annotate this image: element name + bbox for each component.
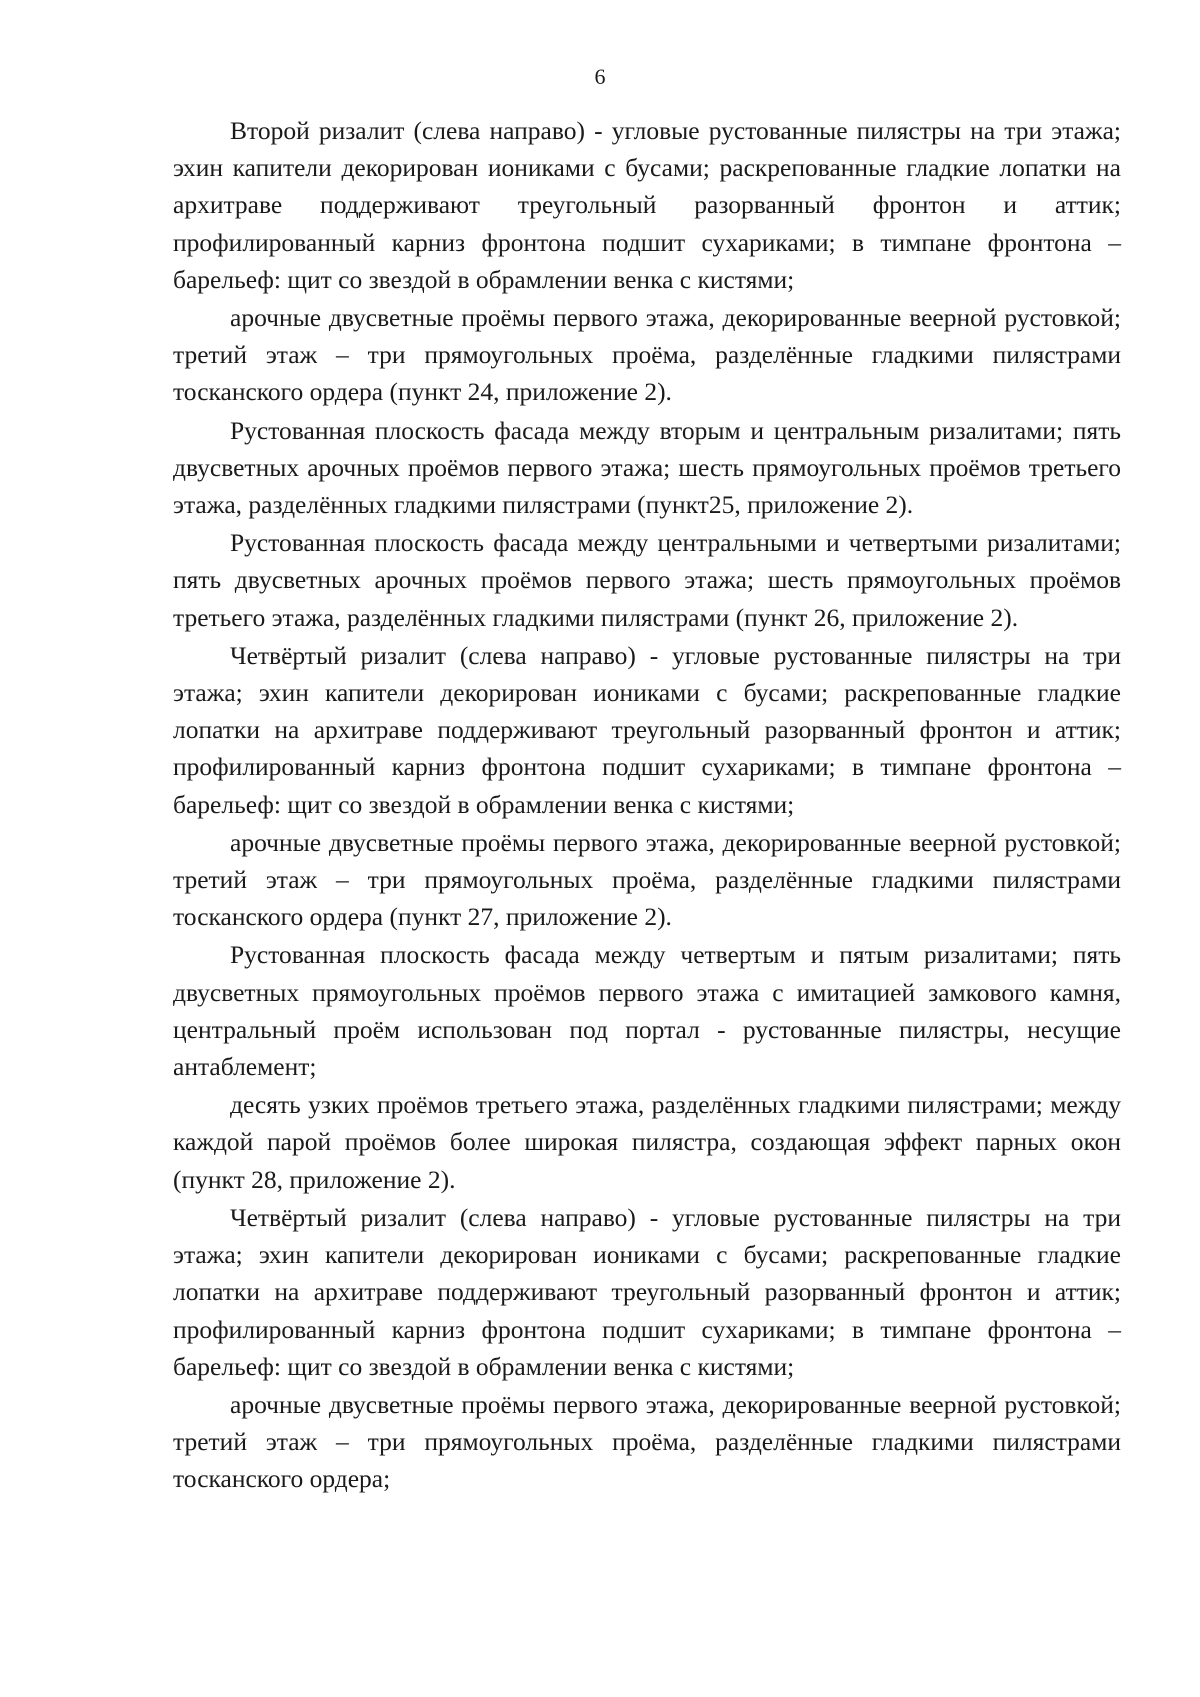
paragraph-4: Рустованная плоскость фасада между центральными и четвертыми ризалитами; пять двусветных арочных проёмов первого этажа; шесть прямоугольных проёмов третьего этажа, разделённых гладкими пилястрами (пункт 26, приложение 2). [173,528,1121,632]
paragraph-6: арочные двусветные проёмы первого этажа, декорированные веерной рустовкой; третий этаж – три прямоугольных проёма, разделённые гладкими пилястрами тосканского ордера (пункт 27, приложение 2). [173,827,1121,932]
paragraph-7: Рустованная плоскость фасада между четвертым и пятым ризалитами; пять двусветных прямоугольных проёмов первого этажа с имитацией замкового камня, центральный проём использован под портал - рустованные пилястры, несущие антаблемент; [173,940,1121,1082]
paragraph-2: арочные двусветные проёмы первого этажа, декорированные веерной рустовкой; третий этаж – три прямоугольных проёма, разделённые гладкими пилястрами тосканского ордера (пункт 24, приложение 2). [173,303,1121,407]
paragraph-1: Второй ризалит (слева направо) - угловые рустованные пилястры на три этажа; эхин капители декорирован иониками с бусами; раскрепованные гладкие лопатки на архитраве поддерживают треугольный разорванный фронтон и аттик; профилированный карниз фронтона подшит сухариками; в тимпане фронтона – барельеф: щит со звездой в обрамлении венка с кистями; [173,116,1121,294]
body-text [173,112,1121,1498]
paragraph-8: десять узких проёмов третьего этажа, разделённых гладкими пилястрами; между каждой парой проёмов более широкая пилястра, создающая эффект парных окон (пункт 28, приложение 2). [173,1090,1121,1194]
paragraph-3: Рустованная плоскость фасада между вторым и центральным ризалитами; пять двусветных арочных проёмов первого этажа; шесть прямоугольных проёмов третьего этажа, разделённых гладкими пилястрами (пункт25, приложение 2). [173,415,1121,520]
paragraph-9: Четвёртый ризалит (слева направо) - угловые рустованные пилястры на три этажа; эхин капители декорирован иониками с бусами; раскрепованные гладкие лопатки на архитраве поддерживают треугольный разорванный фронтон и аттик; профилированный карниз фронтона подшит сухариками; в тимпане фронтона – барельеф: щит со звездой в обрамлении венка с кистями; [173,1202,1121,1381]
paragraph-5: Четвёртый ризалит (слева направо) - угловые рустованные пилястры на три этажа; эхин капители декорирован иониками с бусами; раскрепованные гладкие лопатки на архитраве поддерживают треугольный разорванный фронтон и аттик; профилированный карниз фронтона подшит сухариками; в тимпане фронтона – барельеф: щит со звездой в обрамлении венка с кистями; [173,640,1121,819]
page-number: 6 [594,64,606,89]
paragraph-10: арочные двусветные проёмы первого этажа, декорированные веерной рустовкой; третий этаж – три прямоугольных проёма, разделённые гладкими пилястрами тосканского ордера; [173,1389,1121,1494]
